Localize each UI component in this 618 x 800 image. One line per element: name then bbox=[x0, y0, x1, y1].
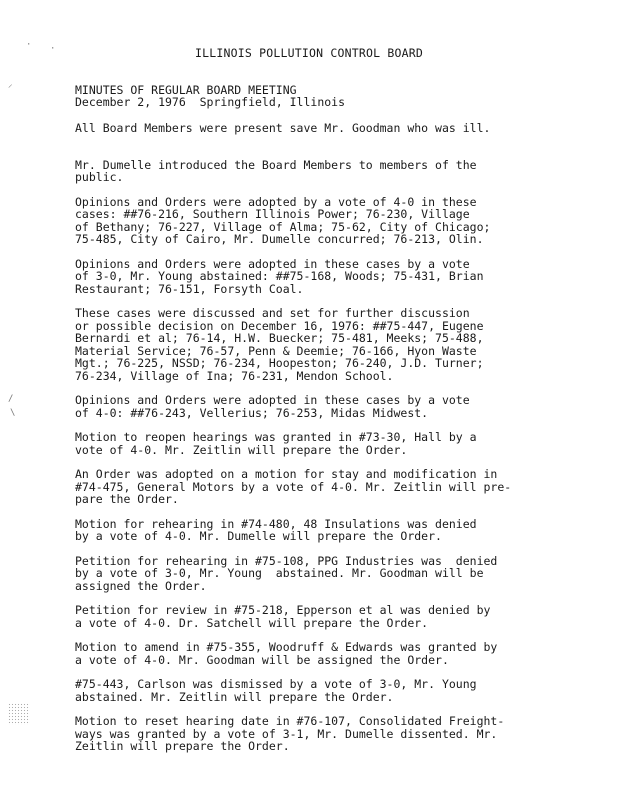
paragraph-line: vote of 4-0. Mr. Zeitlin will prepare the Order. bbox=[75, 442, 408, 457]
paragraph-line: a vote of 4-0. Dr. Satchell will prepare the Order. bbox=[75, 615, 429, 630]
paragraph-line: 76-234, Village of Ina; 76-231, Mendon School. bbox=[75, 368, 394, 383]
paragraph-line: Zeitlin will prepare the Order. bbox=[75, 739, 290, 753]
paragraph-line: a vote of 4-0. Mr. Goodman will be assigned the Order. bbox=[75, 652, 449, 667]
paragraph-line: All Board Members were present save Mr. Goodman who was ill. bbox=[75, 121, 491, 135]
paragraph-line: Opinions and Orders were adopted in these cases by a vote bbox=[75, 393, 470, 407]
minutes-paragraph bbox=[75, 394, 610, 419]
paragraph-line: pare the Order. bbox=[75, 492, 179, 506]
paragraph-line: 75-485, City of Cairo, Mr. Dumelle concurred; 76-213, Olin. bbox=[75, 232, 484, 246]
minutes-paragraph bbox=[75, 159, 610, 184]
paragraph-line: #74-475, General Motors by a vote of 4-0. Mr. Zeitlin will pre- bbox=[75, 479, 512, 494]
paragraph-line: Motion to reopen hearings was granted in #73-30, Hall by a bbox=[75, 430, 477, 444]
minutes-paragraph bbox=[75, 258, 610, 296]
minutes-paragraph bbox=[75, 641, 610, 666]
minutes-body bbox=[75, 122, 610, 765]
heading-line: MINUTES OF REGULAR BOARD MEETING bbox=[75, 83, 297, 97]
paragraph-line: Opinions and Orders were adopted by a vote of 4-0 in these bbox=[75, 194, 477, 209]
minutes-paragraph bbox=[75, 431, 610, 456]
minutes-paragraph bbox=[75, 604, 610, 629]
paragraph-line: Motion to reset hearing date in #76-107, Consolidated Freight- bbox=[75, 714, 505, 728]
paragraph-line: public. bbox=[75, 170, 124, 184]
minutes-paragraph bbox=[75, 468, 610, 506]
heading-line: December 2, 1976 Springfield, Illinois bbox=[75, 95, 346, 109]
paragraph-line: by a vote of 3-0, Mr. Young abstained. Mr. Goodman will be bbox=[75, 566, 484, 580]
scan-mark: ⸝ bbox=[8, 80, 13, 90]
scan-mark: \ bbox=[10, 408, 16, 418]
paragraph-line: Motion to amend in #75-355, Woodruff & Edwards was granted by bbox=[75, 640, 498, 654]
scan-mark: · bbox=[50, 44, 56, 54]
paragraph-line: or possible decision on December 16, 1976: ##75-447, Eugene bbox=[75, 318, 484, 333]
paragraph-line: Material Service; 76-57, Penn & Deemie; 76-166, Hyon Waste bbox=[75, 343, 477, 358]
minutes-paragraph bbox=[75, 555, 610, 593]
paragraph-line: Petition for rehearing in #75-108, PPG Industries was denied bbox=[75, 553, 498, 568]
paragraph-line: Petition for review in #75-218, Epperson et al was denied by bbox=[75, 603, 491, 617]
minutes-paragraph bbox=[75, 307, 610, 382]
paragraph-line: An Order was adopted on a motion for stay and modification in bbox=[75, 467, 498, 481]
paragraph-line: of 3-0, Mr. Young abstained: ##75-168, Woods; 75-431, Brian bbox=[75, 269, 484, 283]
paragraph-line: Restaurant; 76-151, Forsyth Coal. bbox=[75, 281, 304, 296]
document-title: ILLINOIS POLLUTION CONTROL BOARD bbox=[195, 46, 423, 60]
paragraph-line: Opinions and Orders were adopted in these cases by a vote bbox=[75, 256, 470, 271]
scan-mark: / bbox=[8, 394, 14, 404]
paragraph-line: Motion for rehearing in #74-480, 48 Insulations was denied bbox=[75, 516, 477, 531]
minutes-paragraph bbox=[75, 196, 610, 246]
paragraph-line: abstained. Mr. Zeitlin will prepare the Order. bbox=[75, 689, 394, 704]
minutes-paragraph bbox=[75, 715, 610, 753]
minutes-paragraph bbox=[75, 122, 610, 135]
paragraph-line: These cases were discussed and set for further discussion bbox=[75, 306, 470, 320]
paragraph-line: Bernardi et al; 76-14, H.W. Buecker; 75-481, Meeks; 75-488, bbox=[75, 331, 484, 345]
scan-mark: · bbox=[26, 40, 32, 50]
minutes-paragraph bbox=[75, 678, 610, 703]
paragraph-line: Mr. Dumelle introduced the Board Members to members of the bbox=[75, 157, 477, 172]
scan-speckle bbox=[8, 703, 30, 725]
meeting-heading bbox=[75, 84, 345, 108]
paragraph-line: Mgt.; 76-225, NSSD; 76-234, Hoopeston; 76-240, J.D. Turner; bbox=[75, 356, 484, 370]
paragraph-line: cases: ##76-216, Southern Illinois Power; 76-230, Village bbox=[75, 207, 470, 221]
paragraph-line: assigned the Order. bbox=[75, 578, 207, 593]
paragraph-line: of Bethany; 76-227, Village of Alma; 75-62, City of Chicago; bbox=[75, 219, 491, 234]
paragraph-line: of 4-0: ##76-243, Vellerius; 76-253, Midas Midwest. bbox=[75, 405, 429, 420]
paragraph-line: by a vote of 4-0. Mr. Dumelle will prepare the Order. bbox=[75, 529, 442, 543]
minutes-paragraph bbox=[75, 518, 610, 543]
paragraph-line: #75-443, Carlson was dismissed by a vote of 3-0, Mr. Young bbox=[75, 677, 477, 691]
paragraph-line: ways was granted by a vote of 3-1, Mr. Dumelle dissented. Mr. bbox=[75, 726, 498, 741]
